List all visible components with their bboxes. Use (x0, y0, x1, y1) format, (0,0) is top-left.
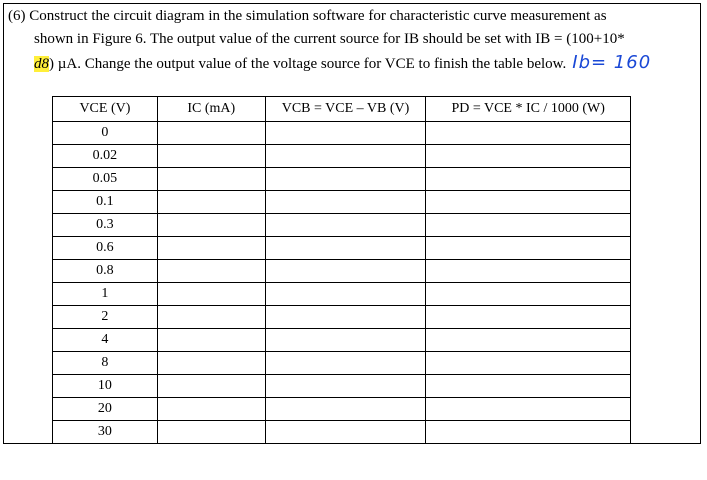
table-row (53, 421, 631, 444)
cell-vcb[interactable] (265, 145, 426, 168)
cell-vcb[interactable] (265, 421, 426, 444)
table-row (53, 168, 631, 191)
cell-pd[interactable] (426, 352, 631, 375)
cell-pd[interactable] (426, 283, 631, 306)
cell-vcb[interactable] (265, 375, 426, 398)
handwritten-note: Ib= 160 (572, 52, 652, 73)
cell-pd[interactable] (426, 306, 631, 329)
table-row (53, 260, 631, 283)
cell-vce: 0.6 (53, 237, 158, 260)
cell-vce: 2 (53, 306, 158, 329)
cell-pd[interactable] (426, 122, 631, 145)
cell-vcb[interactable] (265, 214, 426, 237)
cell-pd[interactable] (426, 329, 631, 352)
cell-vcb[interactable] (265, 283, 426, 306)
cell-vcb[interactable] (265, 122, 426, 145)
cell-ic[interactable] (157, 375, 265, 398)
table-header-row (53, 97, 631, 122)
cell-vcb[interactable] (265, 168, 426, 191)
question-line-1: (6) Construct the circuit diagram in the simulation software for characteristic curve measurement as (8, 8, 607, 24)
cell-ic[interactable] (157, 214, 265, 237)
question-line-3 (8, 51, 688, 76)
table-row (53, 352, 631, 375)
table-row (53, 306, 631, 329)
table-row (53, 214, 631, 237)
measurement-table (52, 96, 631, 444)
cell-vce: 8 (53, 352, 158, 375)
cell-vcb[interactable] (265, 306, 426, 329)
cell-vce: 1 (53, 283, 158, 306)
cell-vcb[interactable] (265, 191, 426, 214)
cell-vce: 0.3 (53, 214, 158, 237)
cell-ic[interactable] (157, 329, 265, 352)
cell-ic[interactable] (157, 283, 265, 306)
cell-vcb[interactable] (265, 329, 426, 352)
cell-ic[interactable] (157, 237, 265, 260)
cell-vcb[interactable] (265, 237, 426, 260)
header-ic: IC (mA) (157, 97, 265, 122)
cell-ic[interactable] (157, 260, 265, 283)
cell-pd[interactable] (426, 398, 631, 421)
question-line-3-text: ) µA. Change the output value of the voltage source for VCE to finish the table below. (49, 56, 567, 72)
cell-ic[interactable] (157, 421, 265, 444)
cell-pd[interactable] (426, 375, 631, 398)
cell-ic[interactable] (157, 191, 265, 214)
question-text (8, 5, 688, 76)
table-row (53, 398, 631, 421)
header-vcb: VCB = VCE – VB (V) (265, 97, 426, 122)
cell-ic[interactable] (157, 352, 265, 375)
cell-vce: 20 (53, 398, 158, 421)
cell-pd[interactable] (426, 168, 631, 191)
cell-pd[interactable] (426, 145, 631, 168)
question-line-2: shown in Figure 6. The output value of the current source for IB should be set with IB = (100+10* (34, 31, 625, 47)
cell-pd[interactable] (426, 191, 631, 214)
cell-ic[interactable] (157, 145, 265, 168)
cell-vcb[interactable] (265, 352, 426, 375)
table-row (53, 329, 631, 352)
cell-ic[interactable] (157, 306, 265, 329)
cell-vce: 30 (53, 421, 158, 444)
cell-ic[interactable] (157, 398, 265, 421)
table-row (53, 237, 631, 260)
cell-vce: 0.05 (53, 168, 158, 191)
cell-pd[interactable] (426, 214, 631, 237)
header-vce: VCE (V) (53, 97, 158, 122)
cell-vce: 0.8 (53, 260, 158, 283)
table-row (53, 122, 631, 145)
table-row (53, 283, 631, 306)
cell-vce: 0 (53, 122, 158, 145)
table-row (53, 375, 631, 398)
highlighted-variable: d8 (34, 56, 49, 72)
cell-vce: 0.1 (53, 191, 158, 214)
table-row (53, 145, 631, 168)
cell-vce: 10 (53, 375, 158, 398)
header-pd: PD = VCE * IC / 1000 (W) (426, 97, 631, 122)
cell-pd[interactable] (426, 421, 631, 444)
cell-vce: 4 (53, 329, 158, 352)
cell-vce: 0.02 (53, 145, 158, 168)
cell-vcb[interactable] (265, 260, 426, 283)
cell-pd[interactable] (426, 260, 631, 283)
cell-pd[interactable] (426, 237, 631, 260)
table-row (53, 191, 631, 214)
cell-ic[interactable] (157, 122, 265, 145)
cell-vcb[interactable] (265, 398, 426, 421)
cell-ic[interactable] (157, 168, 265, 191)
